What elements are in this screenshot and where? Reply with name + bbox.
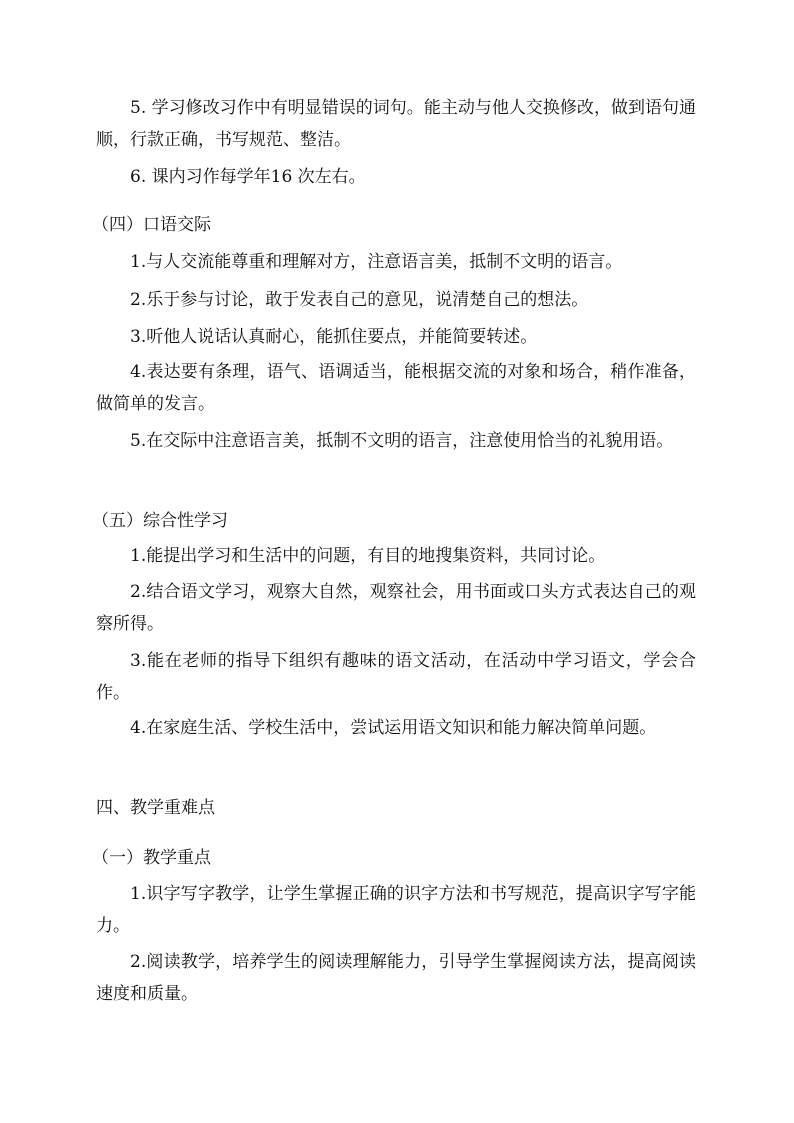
- comprehensive-item-3: 3.能在老师的指导下组织有趣味的语文活动，在活动中学习语文，学会合作。: [96, 651, 696, 703]
- writing-item-5: 5. 学习修改习作中有明显错误的词句。能主动与他人交换修改，做到语句通顺，行款正确，书写规范、整洁。: [96, 98, 696, 150]
- oral-item-5: 5.在交际中注意语言美，抵制不文明的语言，注意使用恰当的礼貌用语。: [130, 431, 674, 451]
- comprehensive-item-2: 2.结合语文学习，观察大自然，观察社会，用书面或口头方式表达自己的观察所得。: [96, 582, 696, 634]
- oral-communication-heading: （四）口语交际: [92, 215, 211, 235]
- key-points-heading: （一）教学重点: [92, 848, 211, 868]
- oral-item-3: 3.听他人说话认真耐心，能抓住要点，并能简要转述。: [130, 327, 538, 347]
- oral-item-1: 1.与人交流能尊重和理解对方，注意语言美，抵制不文明的语言。: [130, 252, 623, 272]
- key-point-item-1: 1.识字写字教学，让学生掌握正确的识字方法和书写规范，提高识字写字能力。: [96, 884, 696, 936]
- key-point-item-2: 2.阅读教学，培养学生的阅读理解能力，引导学生掌握阅读方法，提高阅读速度和质量。: [96, 952, 696, 1004]
- comprehensive-item-4: 4.在家庭生活、学校生活中，尝试运用语文知识和能力解决简单问题。: [130, 718, 657, 738]
- comprehensive-learning-heading: （五）综合性学习: [92, 511, 228, 531]
- oral-item-2: 2.乐于参与讨论，敢于发表自己的意见，说清楚自己的想法。: [130, 290, 589, 310]
- oral-item-4: 4.表达要有条理，语气、语调适当，能根据交流的对象和场合，稍作准备，做简单的发言。: [96, 362, 696, 414]
- comprehensive-item-1: 1.能提出学习和生活中的问题，有目的地搜集资料，共同讨论。: [130, 546, 606, 566]
- section-four-heading: 四、教学重难点: [96, 798, 215, 818]
- writing-item-6: 6. 课内习作每学年16 次左右。: [130, 167, 366, 187]
